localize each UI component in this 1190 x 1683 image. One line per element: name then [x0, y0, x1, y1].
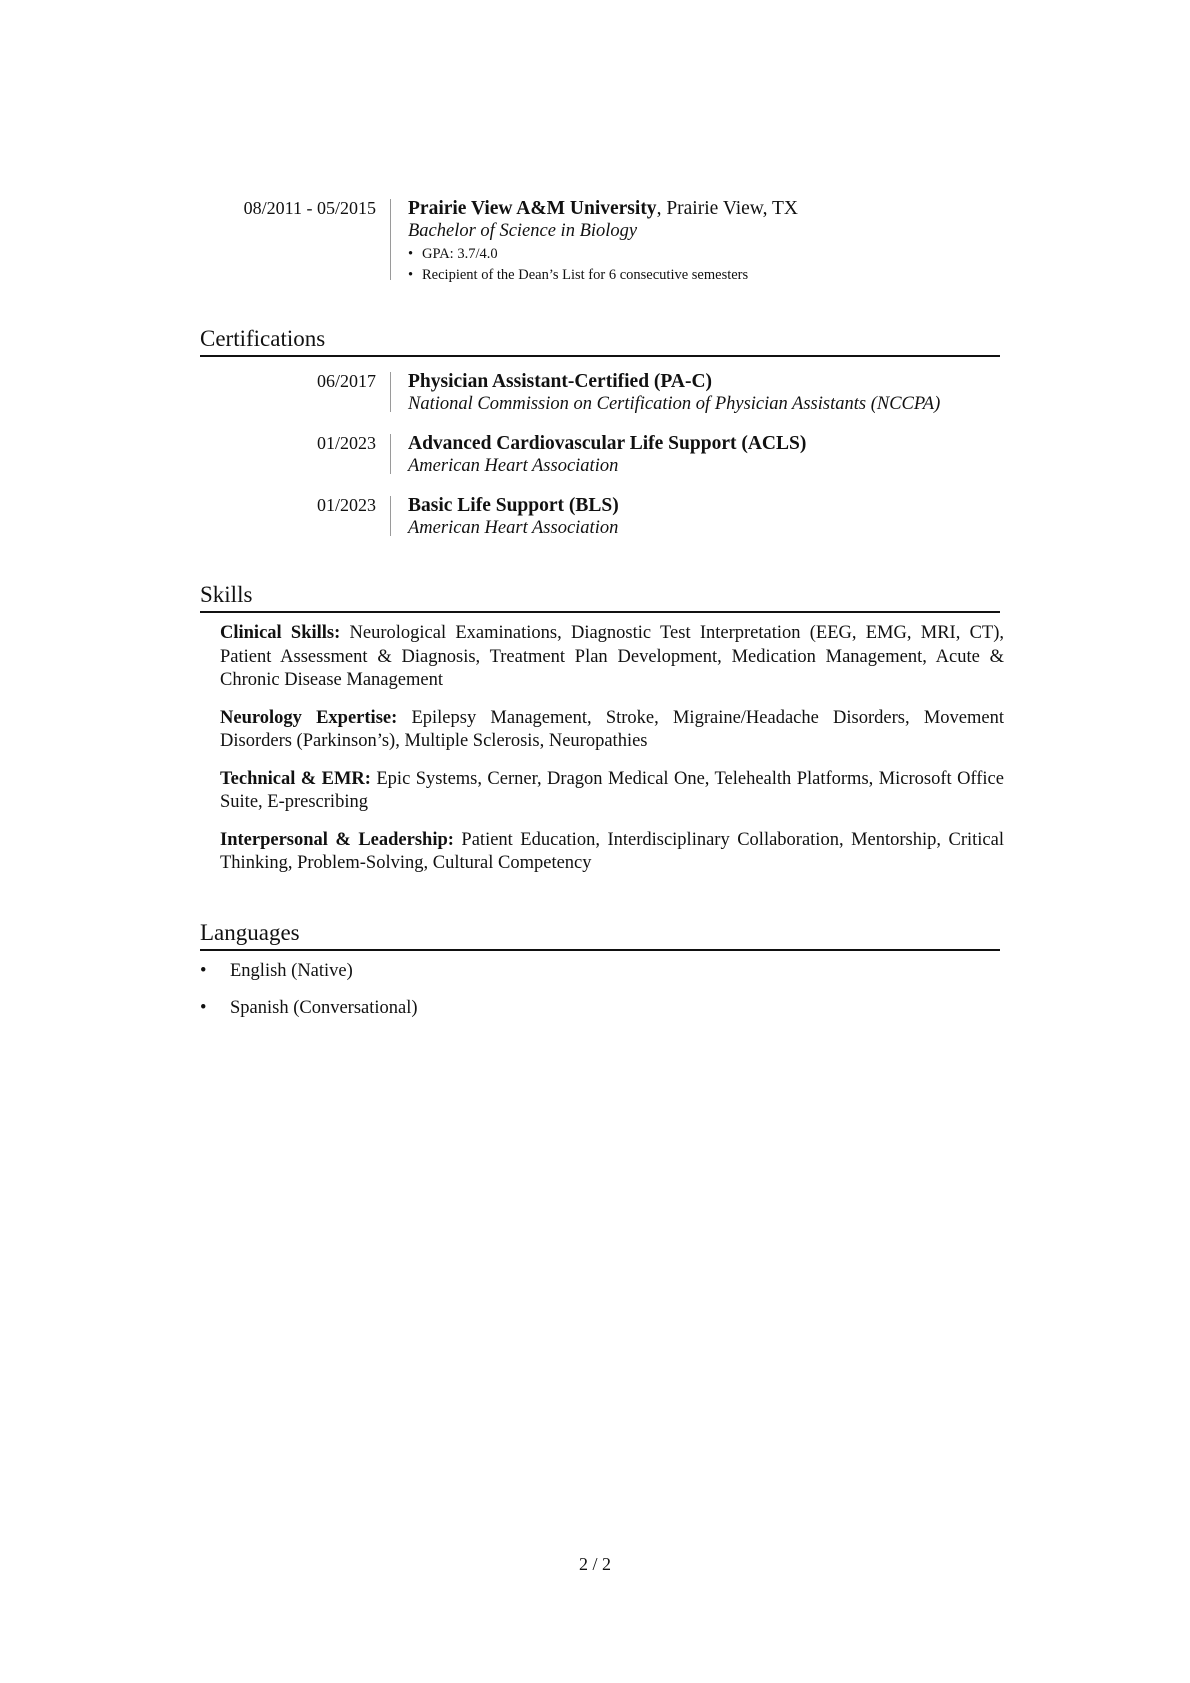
page-number: 2 / 2 [578, 1554, 611, 1574]
certification-date: 06/2017 [316, 371, 376, 391]
timeline-rule [390, 496, 391, 536]
certifications-heading: Certifications [200, 325, 1000, 357]
certification-title: Advanced Cardiovascular Life Support (ACLS) [408, 433, 807, 454]
certification-body [408, 494, 1008, 540]
skill-label: Clinical Skills: [220, 623, 341, 643]
institution-name: Prairie View A&M University [408, 198, 657, 219]
education-date: 08/2011 - 05/2015 [243, 198, 376, 218]
bullet-icon: • [200, 961, 207, 981]
degree: Bachelor of Science in Biology [408, 221, 638, 241]
skill-group [220, 622, 1004, 693]
certification-issuer: American Heart Association [408, 518, 619, 538]
languages-heading: Languages [200, 919, 1000, 951]
skills-list [220, 622, 1004, 890]
skill-group [220, 768, 1004, 815]
language: Spanish (Conversational) [230, 998, 418, 1018]
certification-body [408, 370, 1008, 416]
skill-text: Neurological Examinations, Diagnostic Test Interpretation (EEG, EMG, MRI, CT), Patient Assessment & Diagnosis, Treatment Plan Development, Medication Management, Acute & Chronic Disease Management [220, 623, 1004, 690]
skill-group [220, 829, 1004, 876]
language: English (Native) [230, 961, 353, 981]
bullet-icon: • [200, 998, 207, 1018]
institution-location: , Prairie View, TX [656, 198, 799, 219]
timeline-rule [390, 372, 391, 412]
skill-text: Epilepsy Management, Stroke, Migraine/Headache Disorders, Movement Disorders (Parkinson’s), Multiple Sclerosis, Neuropathies [220, 707, 1004, 751]
certification-date: 01/2023 [316, 433, 376, 453]
education-title [408, 197, 1008, 220]
timeline-rule [390, 199, 391, 280]
list-item [200, 960, 800, 983]
skill-text: Epic Systems, Cerner, Dragon Medical One, Telehealth Platforms, Microsoft Office Suite, E-prescribing [220, 768, 1004, 812]
certification-issuer: American Heart Association [408, 456, 619, 476]
skill-label: Technical & EMR: [220, 768, 371, 789]
languages-list [200, 960, 800, 1034]
skills-heading: Skills [200, 581, 1000, 613]
timeline-rule [390, 434, 391, 474]
skill-label: Neurology Expertise: [220, 707, 398, 728]
list-item [200, 997, 800, 1020]
skill-text: Patient Education, Interdisciplinary Collaboration, Mentorship, Critical Thinking, Problem-Solving, Cultural Competency [220, 829, 1004, 873]
skill-group [220, 707, 1004, 754]
education-bullets [408, 244, 1008, 286]
certification-body [408, 432, 1008, 478]
certification-title: Physician Assistant-Certified (PA-C) [408, 371, 713, 392]
certification-date: 01/2023 [316, 495, 376, 515]
certification-title: Basic Life Support (BLS) [408, 495, 619, 516]
bullet-icon: • [408, 267, 414, 283]
bullet-icon: • [408, 246, 414, 262]
education-body [408, 197, 1008, 286]
skill-label: Interpersonal & Leadership: [220, 829, 454, 850]
list-item: • Recipient of the Dean’s List for 6 consecutive semesters [408, 265, 1008, 286]
list-item: • GPA: 3.7/4.0 [408, 244, 1008, 265]
certification-issuer: National Commission on Certification of Physician Assistants (NCCPA) [408, 394, 941, 414]
